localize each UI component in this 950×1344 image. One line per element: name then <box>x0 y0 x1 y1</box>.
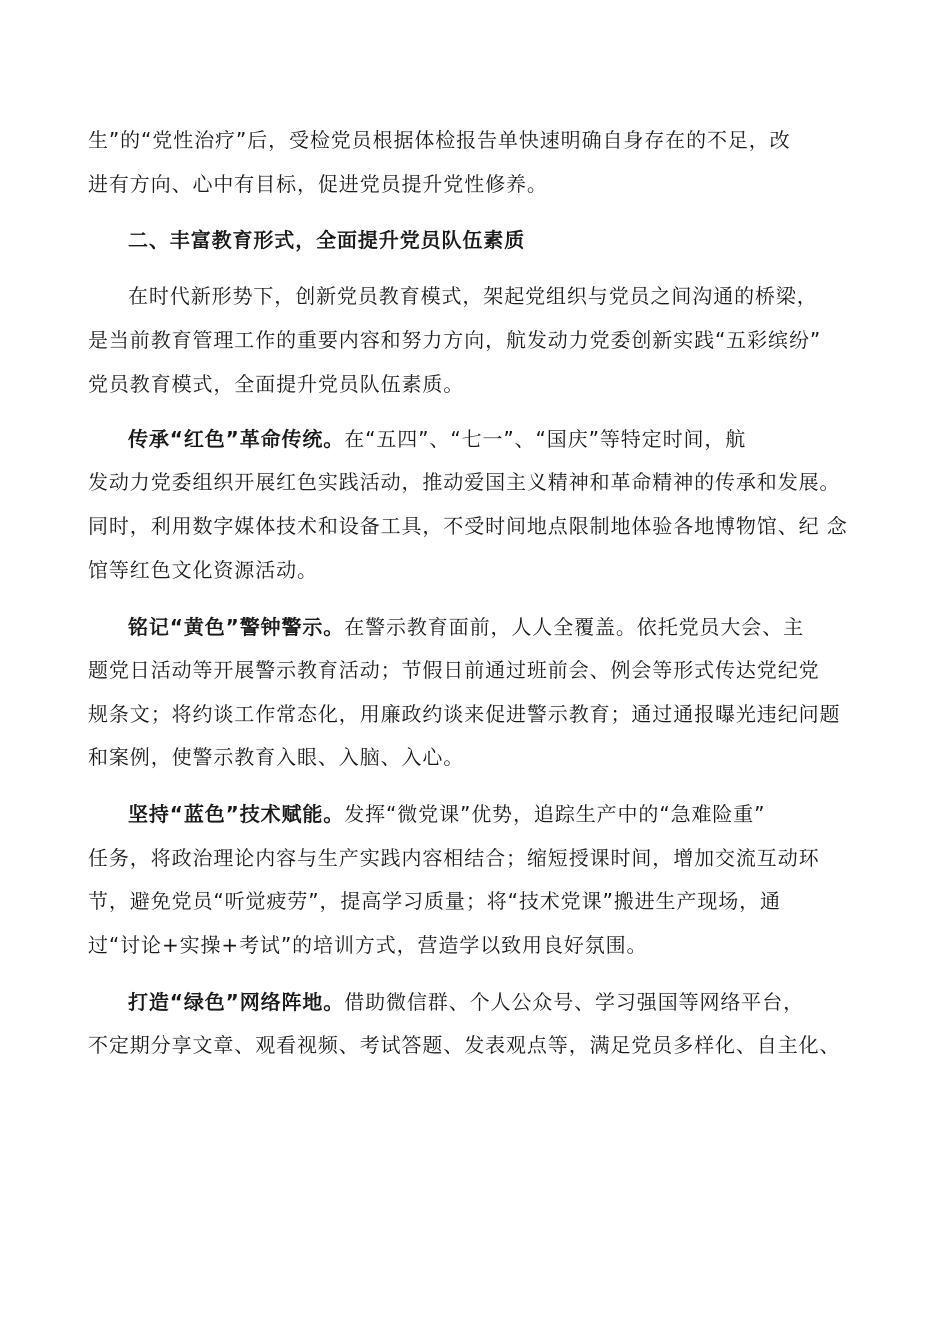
red-lead: 传承“红色”革命传统。 <box>128 427 345 451</box>
blue-line-2: 任务，将政治理论内容与生产实践内容相结合；缩短授课时间，增加交流互动环 <box>88 846 820 870</box>
blue-line-3: 节，避免党员“听觉疲劳”，提高学习质量；将“技术党课”搬进生产现场，通 <box>88 889 781 913</box>
yellow-line-2: 题党日活动等开展警示教育活动；节假日前通过班前会、例会等形式传达党纪党 <box>88 658 820 682</box>
mode-line-2: 是当前教育管理工作的重要内容和努力方向，航发动力党委创新实践“五彩缤纷” <box>88 328 822 352</box>
red-text-1: 在“五四”、“七一”、“国庆”等特定时间，航 <box>344 427 747 451</box>
intro-line-1: 生”的“党性治疗”后，受检党员根据体检报告单快速明确自身存在的不足，改 <box>88 128 791 152</box>
yellow-line-4: 和案例，使警示教育入眼、入脑、入心。 <box>88 745 465 769</box>
yellow-text-1: 在警示教育面前，人人全覆盖。依托党员大会、主 <box>344 615 805 639</box>
mode-line-3: 党员教育模式，全面提升党员队伍素质。 <box>88 372 465 396</box>
red-line-1 <box>128 424 746 454</box>
blue-text-1: 发挥“微党课”优势，追踪生产中的“急难险重” <box>344 802 766 826</box>
mode-line-1: 在时代新形势下，创新党员教育模式，架起党组织与党员之间沟通的桥梁， <box>128 284 818 308</box>
yellow-lead: 铭记“黄色”警钟警示。 <box>128 615 345 639</box>
blue-line-1 <box>128 799 765 829</box>
green-text-1: 借助微信群、个人公众号、学习强国等网络平台， <box>344 990 805 1014</box>
green-lead: 打造“绿色”网络阵地。 <box>128 990 345 1014</box>
green-line-2: 不定期分享文章、观看视频、考试答题、发表观点等，满足党员多样化、自主化、 <box>88 1033 841 1057</box>
red-line-2: 发动力党委组织开展红色实践活动，推动爱国主义精神和革命精神的传承和发展。 <box>88 470 841 494</box>
blue-line-4: 过“讨论+实操+考试”的培训方式，营造学以致用良好氛围。 <box>88 933 648 957</box>
red-line-4: 馆等红色文化资源活动。 <box>88 558 318 582</box>
green-line-1 <box>128 987 804 1017</box>
blue-lead: 坚持“蓝色”技术赋能。 <box>128 802 345 826</box>
section-heading-2: 二、丰富教育形式，全面提升党员队伍素质 <box>128 228 526 252</box>
yellow-line-3: 规条文；将约谈工作常态化，用廉政约谈来促进警示教育；通过通报曝光违纪问题 <box>88 702 841 726</box>
red-line-3: 同时，利用数字媒体技术和设备工具，不受时间地点限制地体验各地博物馆、纪 念 <box>88 514 848 538</box>
intro-line-2: 进有方向、心中有目标，促进党员提升党性修养。 <box>88 172 548 196</box>
yellow-line-1 <box>128 612 804 642</box>
